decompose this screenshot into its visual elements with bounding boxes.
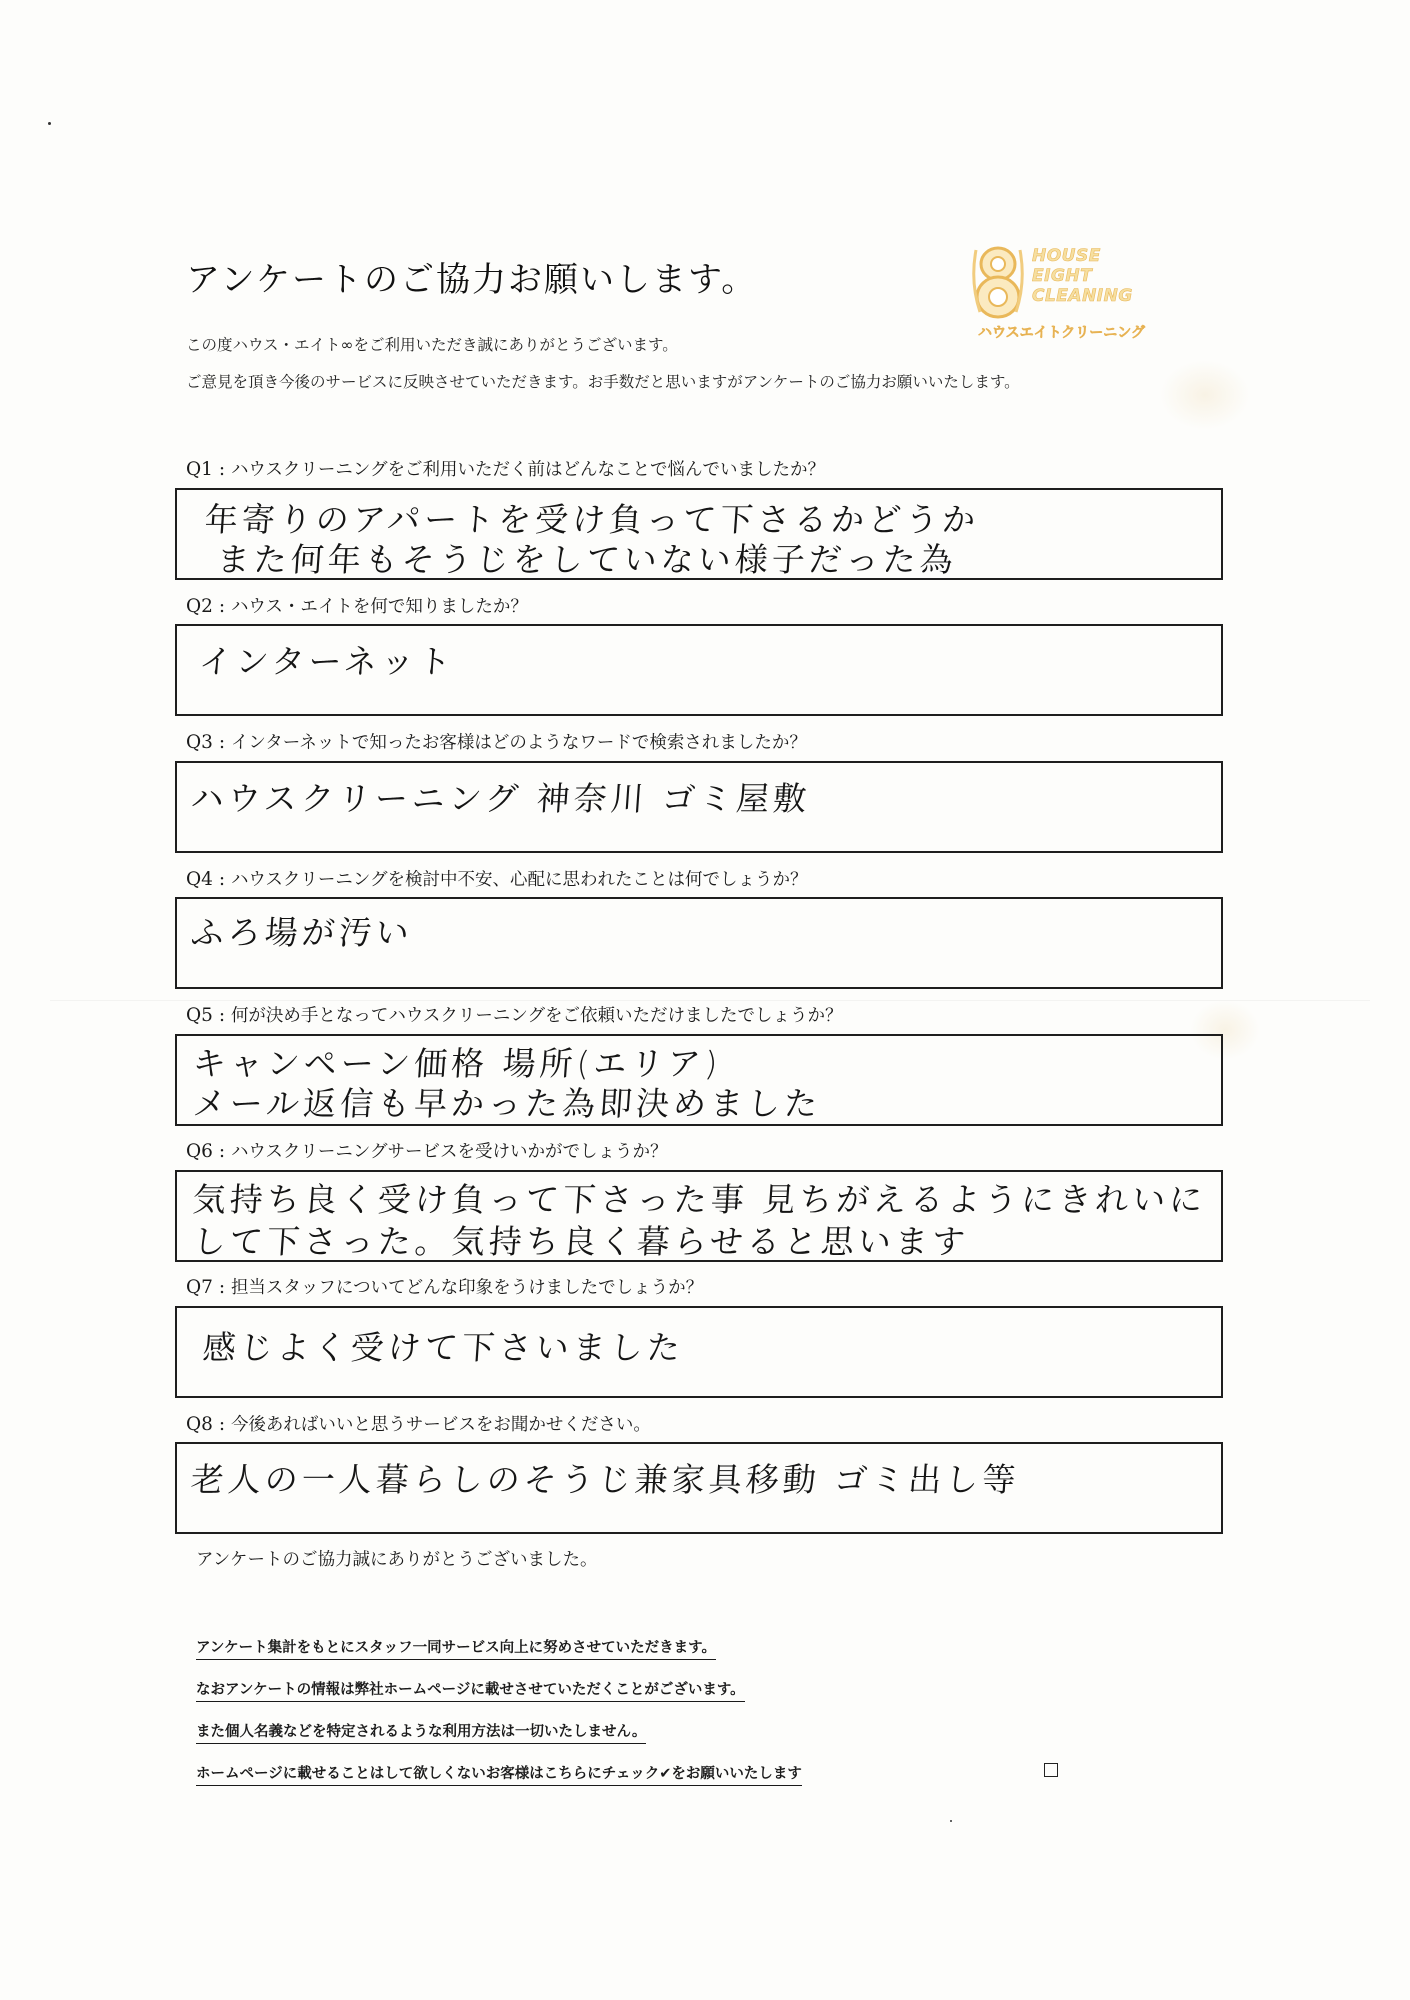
notice-line-1: アンケート集計をもとにスタッフ一同サービス向上に努めさせていただきます。 bbox=[196, 1636, 716, 1660]
question-label: Q8 bbox=[186, 1414, 213, 1435]
question-2: Q2 : ハウス・エイトを何で知りましたか？ bbox=[186, 596, 528, 617]
handwritten-answer: 感じよく受けて下さいました bbox=[201, 1328, 686, 1367]
question-text: インターネットで知ったお客様はどのようなワードで検索されましたか？ bbox=[230, 733, 807, 753]
question-text: ハウスクリーニングをご利用いただく前はどんなことで悩んでいましたか？ bbox=[230, 460, 826, 480]
page-title: アンケートのご協力お願いします。 bbox=[186, 260, 758, 300]
paper-stain bbox=[1160, 360, 1250, 430]
question-5: Q5 : 何が決め手となってハウスクリーニングをご依頼いただけましたでしょうか？ bbox=[186, 1005, 843, 1026]
answer-box-4[interactable] bbox=[175, 897, 1223, 989]
question-label: Q3 bbox=[186, 732, 213, 753]
handwritten-answer: インターネット bbox=[197, 642, 457, 681]
answer-box-2[interactable] bbox=[175, 624, 1223, 716]
question-1: Q1 : ハウスクリーニングをご利用いただく前はどんなことで悩んでいましたか？ bbox=[186, 459, 826, 480]
question-label: Q4 bbox=[186, 869, 213, 890]
notice-line-2: なおアンケートの情報は弊社ホームページに載せさせていただくことがございます。 bbox=[196, 1678, 745, 1702]
answer-box-3[interactable] bbox=[175, 761, 1223, 853]
answer-box-1[interactable] bbox=[175, 488, 1223, 580]
notice-line-3: また個人名義などを特定されるような利用方法は一切いたしません。 bbox=[196, 1720, 646, 1744]
answer-box-8[interactable] bbox=[175, 1442, 1223, 1534]
paper-speck bbox=[48, 122, 51, 125]
handwritten-answer: また何年もそうじをしていない様子だった為 bbox=[215, 540, 959, 579]
question-8: Q8 : 今後あればいいと思うサービスをお聞かせください。 bbox=[186, 1414, 651, 1435]
logo-japanese-name: ハウスエイトクリーニング bbox=[978, 325, 1146, 341]
question-7: Q7 : 担当スタッフについてどんな印象をうけましたでしょうか？ bbox=[186, 1277, 704, 1298]
answer-box-5[interactable] bbox=[175, 1034, 1223, 1126]
intro-line-2: ご意見を頂き今後のサービスに反映させていただきます。お手数だと思いますがアンケートのご協力お願いいたします。 bbox=[186, 373, 1020, 391]
answer-box-6[interactable] bbox=[175, 1170, 1223, 1262]
handwritten-answer: 老人の一人暮らしのそうじ兼家具移動 ゴミ出し等 bbox=[189, 1460, 1021, 1499]
handwritten-answer: 年寄りのアパートを受け負って下さるかどうか bbox=[203, 500, 981, 539]
company-logo bbox=[970, 242, 1170, 342]
question-3: Q3 : インターネットで知ったお客様はどのようなワードで検索されましたか？ bbox=[186, 732, 807, 753]
question-text: ハウスクリーニングを検討中不安、心配に思われたことは何でしょうか？ bbox=[230, 870, 808, 890]
handwritten-answer: メール返信も早かった為即決めました bbox=[191, 1084, 823, 1123]
handwritten-answer: 気持ち良く受け負って下さった事 見ちがえるようにきれいに bbox=[191, 1180, 1208, 1219]
handwritten-answer: して下さった。気持ち良く暮らせると思います bbox=[191, 1222, 971, 1261]
paper-fold bbox=[50, 1000, 1370, 1001]
question-text: 今後あればいいと思うサービスをお聞かせください。 bbox=[230, 1415, 651, 1435]
question-4: Q4 : ハウスクリーニングを検討中不安、心配に思われたことは何でしょうか？ bbox=[186, 869, 808, 890]
logo-word-eight: EIGHT bbox=[1032, 266, 1093, 286]
publish-optout-checkbox[interactable] bbox=[1044, 1763, 1058, 1777]
question-label: Q6 bbox=[186, 1141, 213, 1162]
question-text: 何が決め手となってハウスクリーニングをご依頼いただけましたでしょうか？ bbox=[230, 1006, 843, 1026]
question-label: Q1 bbox=[186, 459, 213, 480]
question-6: Q6 : ハウスクリーニングサービスを受けいかがでしょうか？ bbox=[186, 1141, 668, 1162]
logo-word-cleaning: CLEANING bbox=[1032, 286, 1133, 306]
intro-line-1: この度ハウス・エイト∞をご利用いただき誠にありがとうございます。 bbox=[186, 336, 678, 354]
paper-speck bbox=[950, 1820, 952, 1822]
handwritten-answer: キャンペーン価格 場所(エリア) bbox=[191, 1044, 723, 1083]
question-text: ハウス・エイトを何で知りましたか？ bbox=[230, 597, 528, 617]
handwritten-answer: ハウスクリーニング 神奈川 ゴミ屋敷 bbox=[189, 779, 812, 818]
logo-word-house: HOUSE bbox=[1032, 246, 1101, 266]
closing-message: アンケートのご協力誠にありがとうございました。 bbox=[196, 1550, 598, 1570]
infinity-eight-icon bbox=[970, 242, 1026, 324]
question-label: Q5 bbox=[186, 1005, 213, 1026]
question-text: 担当スタッフについてどんな印象をうけましたでしょうか？ bbox=[230, 1278, 704, 1298]
question-label: Q7 bbox=[186, 1277, 213, 1298]
question-label: Q2 bbox=[186, 596, 213, 617]
answer-box-7[interactable] bbox=[175, 1306, 1223, 1398]
notice-line-4: ホームページに載せることはして欲しくないお客様はこちらにチェック✔をお願いいたします bbox=[196, 1762, 802, 1786]
handwritten-answer: ふろ場が汚い bbox=[189, 913, 415, 952]
question-text: ハウスクリーニングサービスを受けいかがでしょうか？ bbox=[230, 1142, 668, 1162]
